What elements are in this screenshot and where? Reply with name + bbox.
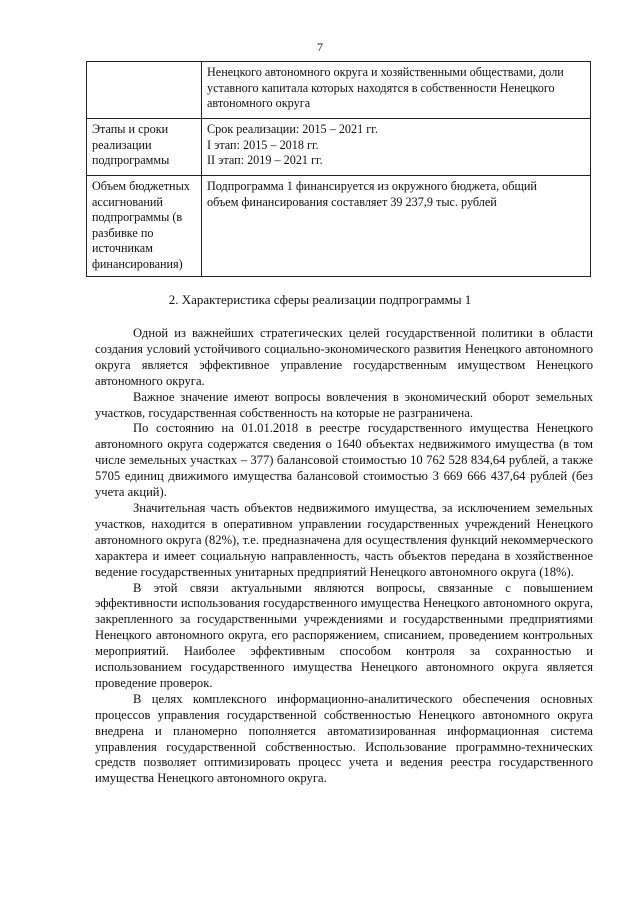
table-value-line: автономного округа [207, 96, 311, 111]
paragraph: В целях комплексного информационно-аналитического обеспечения основных процессов управления государственной собственностью Ненецкого автономного округа внедрена и планомерно пополняется автоматизированная информационная система управления государственной собственностью. Использование программно-технических средств позволяет оптимизировать процесс учета и ведения реестра государственного имущества Ненецкого автономного округа. [95, 691, 593, 786]
table-row [87, 119, 591, 176]
table-row [87, 176, 591, 277]
table-label-cell [87, 62, 202, 119]
paragraph: В этой связи актуальными являются вопросы, связанные с повышением эффективности использования государственного имущества Ненецкого автономного округа, закрепленного за государственными учреждениями и государственными предприятиями Ненецкого автономного округа, его распоряжением, списанием, проведением контрольных мероприятий. Наиболее эффективным способом контроля за сохранностью и использованием государственного имущества Ненецкого автономного округа является проведение проверок. [95, 580, 593, 690]
paragraph: Значительная часть объектов недвижимого имущества, за исключением земельных участков, находится в оперативном управлении государственных учреждений Ненецкого автономного округа (82%), т.е. предназначена для осуществления функций некоммерческого характера и имеет социальную направленность, часть объектов передана в хозяйственное ведение государственных унитарных предприятий Ненецкого автономного округа (18%). [95, 500, 593, 579]
table-value-line: I этап: 2015 – 2018 гг. [207, 137, 319, 152]
table-row [87, 62, 591, 119]
table-value-line: объем финансирования составляет 39 237,9 тыс. рублей [207, 194, 497, 209]
paragraph: Важное значение имеют вопросы вовлечения в экономический оборот земельных участков, государственная собственность на которые не разграничена. [95, 389, 593, 420]
section-title: 2. Характеристика сферы реализации подпрограммы 1 [168, 292, 472, 307]
table-value-cell [202, 176, 591, 277]
table-value-line: Подпрограмма 1 финансируется из окружного бюджета, общий [207, 179, 537, 193]
table-value-cell [202, 62, 591, 119]
table-value-line: II этап: 2019 – 2021 гг. [207, 153, 323, 168]
table-value-line: Ненецкого автономного округа и хозяйственными обществами, доли [207, 65, 564, 79]
body-text [95, 326, 593, 787]
table-value-cell [202, 119, 591, 176]
paragraph: Одной из важнейших стратегических целей государственной политики в области создания условий устойчивого социально-экономического развития Ненецкого автономного округа является эффективное управление государственным имуществом Ненецкого автономного округа. [95, 326, 593, 388]
paragraph: По состоянию на 01.01.2018 в реестре государственного имущества Ненецкого автономного округа содержатся сведения о 1640 объектах недвижимого имущества (в том числе земельных участках – 377) балансовой стоимостью 10 762 528 834,64 рублей, а также 5705 единиц движимого имущества балансовой стоимостью 3 669 666 437,64 рублей (без учета акций). [95, 421, 593, 500]
table-value-line: Срок реализации: 2015 – 2021 гг. [207, 122, 378, 136]
table-label-cell: Объем бюджетных ассигнований подпрограммы (в разбивке по источникам финансирования) [87, 176, 202, 277]
page-number: 7 [317, 40, 323, 54]
subprogram-passport-table [86, 61, 591, 277]
table-value-line: уставного капитала которых находятся в собственности Ненецкого [207, 80, 555, 95]
table-label-cell: Этапы и сроки реализации подпрограммы [87, 119, 202, 176]
